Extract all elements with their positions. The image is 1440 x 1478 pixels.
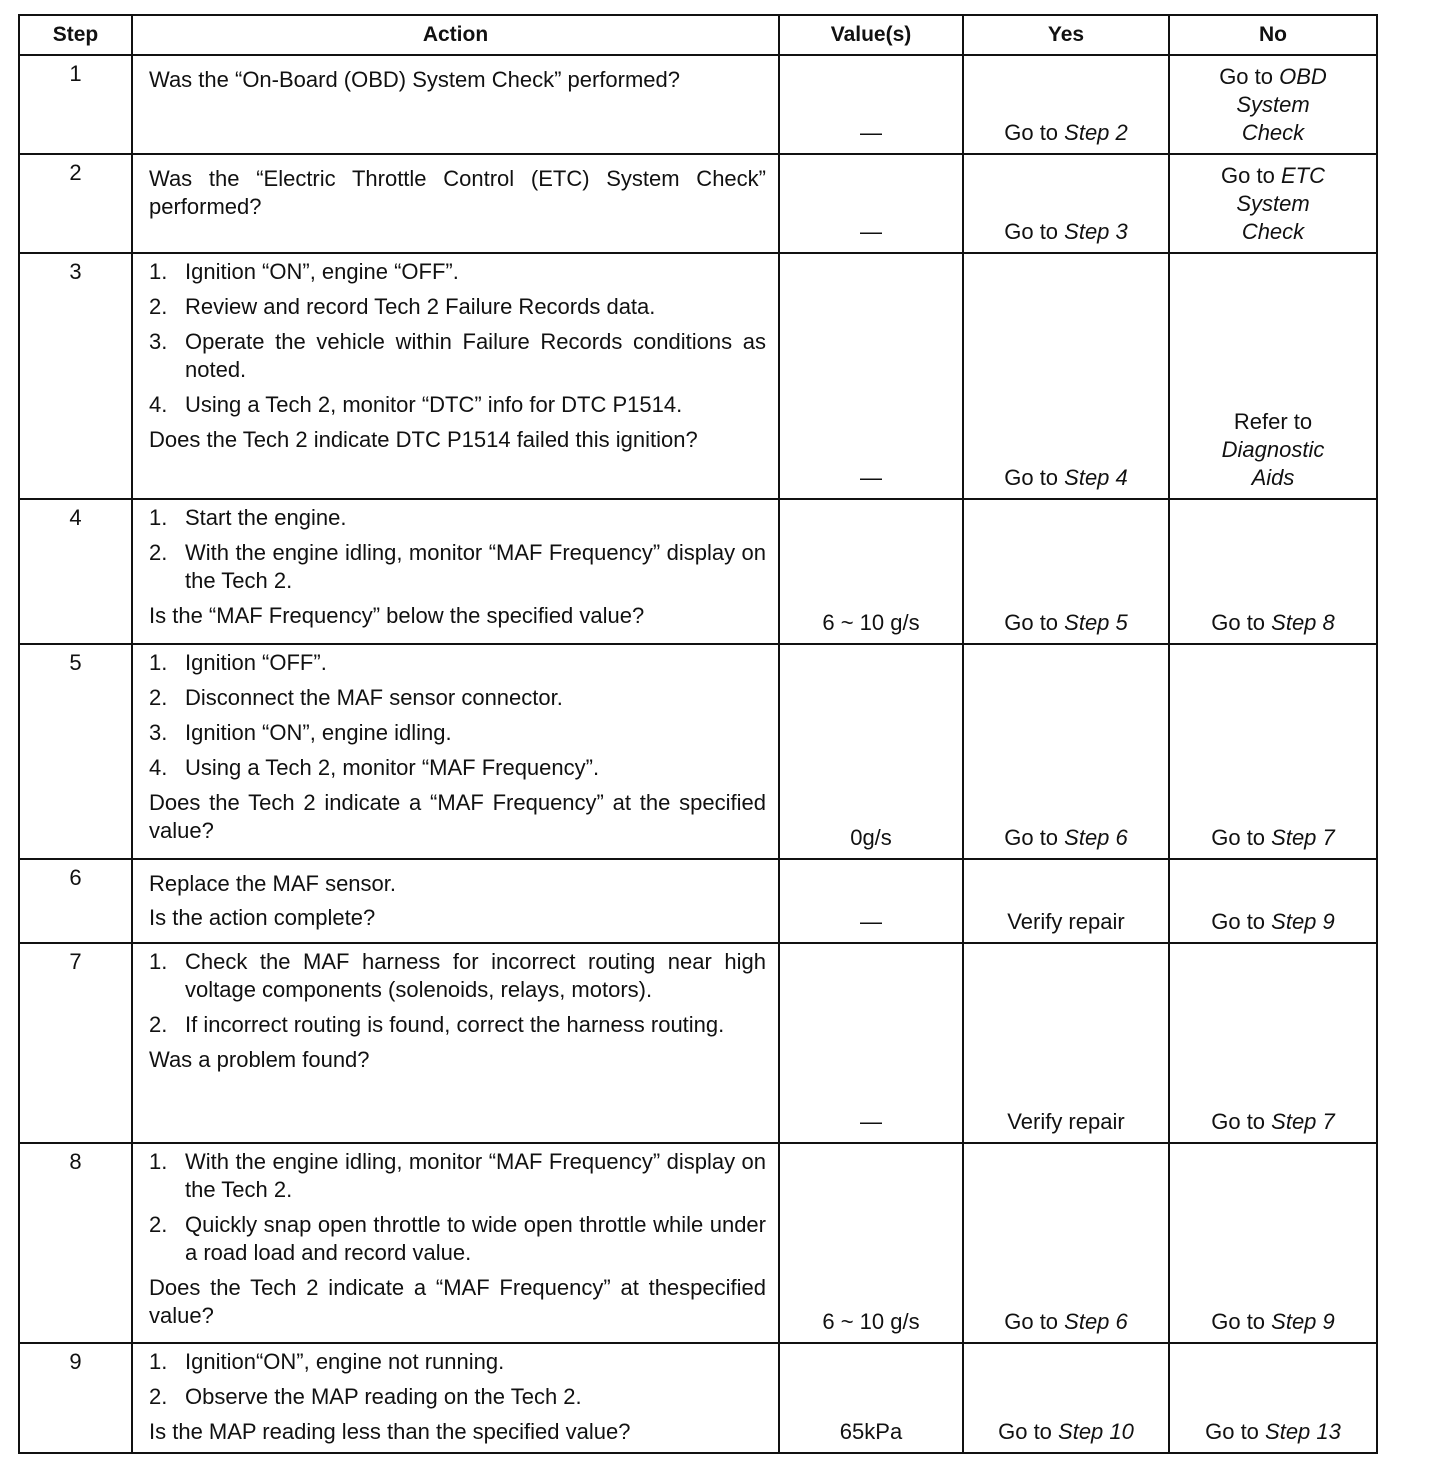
yes-prefix: Go to [1004, 219, 1065, 244]
action-item-number: 2. [149, 685, 168, 710]
no-ref: Step 7 [1271, 1109, 1335, 1134]
action-item-text: If incorrect routing is found, correct the harness routing. [185, 1012, 725, 1037]
no-cell [1169, 1343, 1377, 1453]
yes-ref: Step 6 [1064, 825, 1128, 850]
action-item-text: Start the engine. [185, 505, 347, 530]
yes-cell [963, 154, 1169, 253]
action-item-number: 1. [149, 505, 168, 530]
value-cell: 6 ~ 10 g/s [779, 1143, 963, 1343]
action-item [149, 504, 766, 532]
action-item [149, 948, 766, 1004]
no-ref: Check [1241, 120, 1305, 145]
action-item-text: Review and record Tech 2 Failure Records data. [185, 294, 656, 319]
action-cell [132, 943, 779, 1143]
action-item [149, 258, 766, 286]
no-ref: Aids [1251, 465, 1295, 490]
action-item [149, 649, 766, 677]
value-cell: 0g/s [779, 644, 963, 859]
no-line [1174, 609, 1372, 637]
step-number: 1 [19, 55, 132, 154]
no-prefix: Refer to [1233, 409, 1313, 434]
action-item-number: 3. [149, 720, 168, 745]
action-cell [132, 1343, 779, 1453]
header-row [19, 15, 1377, 55]
action-item [149, 1011, 766, 1039]
action-item [149, 1148, 766, 1204]
step-number: 6 [19, 859, 132, 943]
yes-cell [963, 1143, 1169, 1343]
no-ref: Step 9 [1271, 909, 1335, 934]
no-line [1174, 1108, 1372, 1136]
action-item-text: Using a Tech 2, monitor “DTC” info for DTC P1514. [185, 392, 683, 417]
action-item-text: Operate the vehicle within Failure Records conditions as noted. [185, 329, 766, 382]
action-cell [132, 644, 779, 859]
no-ref: Step 9 [1271, 1309, 1335, 1334]
no-line [1174, 1418, 1372, 1446]
diagnostic-table [18, 14, 1378, 1454]
action-question: Was the “Electric Throttle Control (ETC) System Check” performed? [149, 166, 766, 219]
action-item-text: Using a Tech 2, monitor “MAF Frequency”. [185, 755, 600, 780]
no-cell [1169, 859, 1377, 943]
no-prefix: Go to [1221, 163, 1281, 188]
no-line [1174, 119, 1372, 147]
action-item-text: Observe the MAP reading on the Tech 2. [185, 1384, 582, 1409]
step-number: 7 [19, 943, 132, 1143]
no-prefix: Go to [1219, 64, 1280, 89]
action-item-number: 1. [149, 259, 168, 284]
yes-ref: Step 6 [1064, 1309, 1128, 1334]
no-ref: Step 8 [1271, 610, 1335, 635]
action-cell [132, 859, 779, 943]
table-row [19, 943, 1377, 1143]
action-cell [132, 253, 779, 499]
yes-cell [963, 1343, 1169, 1453]
header-no: No [1169, 15, 1377, 55]
action-item-number: 4. [149, 392, 168, 417]
action-item-text: Quickly snap open throttle to wide open throttle while under a road load and record value. [185, 1212, 766, 1265]
action-item [149, 391, 766, 419]
no-ref: ETC [1280, 163, 1325, 188]
no-ref: Step 13 [1265, 1419, 1341, 1444]
step-number: 3 [19, 253, 132, 499]
action-cell [132, 1143, 779, 1343]
no-line [1174, 436, 1372, 464]
no-line [1174, 91, 1372, 119]
table-row [19, 1143, 1377, 1343]
no-prefix: Go to [1211, 825, 1272, 850]
value-cell: 6 ~ 10 g/s [779, 499, 963, 644]
yes-cell [963, 253, 1169, 499]
action-item-text: Disconnect the MAF sensor connector. [185, 685, 563, 710]
action-item [149, 1348, 766, 1376]
action-item [149, 754, 766, 782]
action-item-number: 3. [149, 329, 168, 354]
action-cell [132, 499, 779, 644]
no-prefix: Go to [1211, 1309, 1272, 1334]
no-ref: Diagnostic [1221, 437, 1325, 462]
no-prefix: Go to [1211, 909, 1272, 934]
action-question: Was a problem found? [149, 1047, 370, 1072]
yes-prefix: Verify repair [1007, 1109, 1125, 1134]
no-line [1174, 1308, 1372, 1336]
no-line [1174, 218, 1372, 246]
action-item [149, 1211, 766, 1267]
yes-ref: Step 5 [1064, 610, 1128, 635]
yes-cell [963, 644, 1169, 859]
no-line [1174, 824, 1372, 852]
no-cell [1169, 55, 1377, 154]
table-row [19, 1343, 1377, 1453]
action-item-text: Ignition “ON”, engine “OFF”. [185, 259, 459, 284]
action-item [149, 539, 766, 595]
action-lead: Replace the MAF sensor. [149, 871, 397, 896]
no-cell [1169, 644, 1377, 859]
yes-prefix: Go to [998, 1419, 1059, 1444]
action-item [149, 293, 766, 321]
action-item-number: 1. [149, 1349, 168, 1374]
action-item-number: 1. [149, 650, 168, 675]
action-item [149, 684, 766, 712]
action-item-number: 4. [149, 755, 168, 780]
no-cell [1169, 943, 1377, 1143]
no-cell [1169, 154, 1377, 253]
action-item-number: 2. [149, 1012, 168, 1037]
header-values: Value(s) [779, 15, 963, 55]
header-step: Step [19, 15, 132, 55]
action-question: Was the “On-Board (OBD) System Check” performed? [149, 67, 681, 92]
value-cell: — [779, 253, 963, 499]
action-item-number: 1. [149, 949, 168, 974]
table-row [19, 644, 1377, 859]
action-item [149, 1383, 766, 1411]
action-question: Is the MAP reading less than the specified value? [149, 1419, 631, 1444]
table-row [19, 499, 1377, 644]
action-item [149, 328, 766, 384]
no-line [1174, 190, 1372, 218]
yes-ref: Step 3 [1064, 219, 1128, 244]
table-row [19, 859, 1377, 943]
action-question: Does the Tech 2 indicate DTC P1514 failed this ignition? [149, 427, 698, 452]
action-item-number: 2. [149, 540, 168, 565]
no-ref: Check [1241, 219, 1305, 244]
yes-prefix: Go to [1004, 465, 1065, 490]
action-item-text: Check the MAF harness for incorrect routing near high voltage components (solenoids, relays, motors). [185, 949, 766, 1002]
action-item-number: 2. [149, 1384, 168, 1409]
no-ref: System [1236, 92, 1310, 117]
yes-ref: Step 2 [1064, 120, 1128, 145]
no-line [1174, 464, 1372, 492]
action-question: Is the action complete? [149, 905, 376, 930]
table-row [19, 154, 1377, 253]
no-prefix: Go to [1211, 1109, 1272, 1134]
value-cell: — [779, 154, 963, 253]
header-yes: Yes [963, 15, 1169, 55]
yes-ref: Step 4 [1064, 465, 1128, 490]
no-prefix: Go to [1211, 610, 1272, 635]
no-ref: OBD [1279, 64, 1327, 89]
no-ref: Step 7 [1271, 825, 1335, 850]
action-item [149, 719, 766, 747]
table-row [19, 55, 1377, 154]
no-line [1174, 908, 1372, 936]
yes-cell [963, 499, 1169, 644]
action-question: Does the Tech 2 indicate a “MAF Frequency” at thespecified value? [149, 1275, 766, 1328]
action-cell [132, 55, 779, 154]
action-item-text: Ignition “OFF”. [185, 650, 327, 675]
action-item-text: Ignition “ON”, engine idling. [185, 720, 452, 745]
no-line [1174, 63, 1372, 91]
yes-prefix: Go to [1004, 120, 1065, 145]
action-item-text: With the engine idling, monitor “MAF Frequency” display on the Tech 2. [185, 1149, 766, 1202]
yes-cell [963, 943, 1169, 1143]
step-number: 2 [19, 154, 132, 253]
step-number: 8 [19, 1143, 132, 1343]
yes-cell [963, 859, 1169, 943]
value-cell: — [779, 943, 963, 1143]
value-cell: — [779, 55, 963, 154]
value-cell: — [779, 859, 963, 943]
step-number: 4 [19, 499, 132, 644]
yes-prefix: Verify repair [1007, 909, 1125, 934]
table-row [19, 253, 1377, 499]
action-item-text: Ignition“ON”, engine not running. [185, 1349, 505, 1374]
action-item-number: 2. [149, 1212, 168, 1237]
action-cell [132, 154, 779, 253]
action-item-number: 1. [149, 1149, 168, 1174]
yes-ref: Step 10 [1058, 1419, 1134, 1444]
value-cell: 65kPa [779, 1343, 963, 1453]
no-line [1174, 162, 1372, 190]
yes-prefix: Go to [1004, 610, 1065, 635]
header-action: Action [132, 15, 779, 55]
action-item-number: 2. [149, 294, 168, 319]
no-prefix: Go to [1205, 1419, 1266, 1444]
yes-prefix: Go to [1004, 1309, 1065, 1334]
action-question: Is the “MAF Frequency” below the specified value? [149, 603, 645, 628]
step-number: 5 [19, 644, 132, 859]
no-cell [1169, 499, 1377, 644]
no-cell [1169, 1143, 1377, 1343]
yes-cell [963, 55, 1169, 154]
no-cell [1169, 253, 1377, 499]
yes-prefix: Go to [1004, 825, 1065, 850]
no-ref: System [1236, 191, 1310, 216]
step-number: 9 [19, 1343, 132, 1453]
action-question: Does the Tech 2 indicate a “MAF Frequency” at the specified value? [149, 790, 766, 843]
action-item-text: With the engine idling, monitor “MAF Frequency” display on the Tech 2. [185, 540, 766, 593]
no-line [1174, 408, 1372, 436]
